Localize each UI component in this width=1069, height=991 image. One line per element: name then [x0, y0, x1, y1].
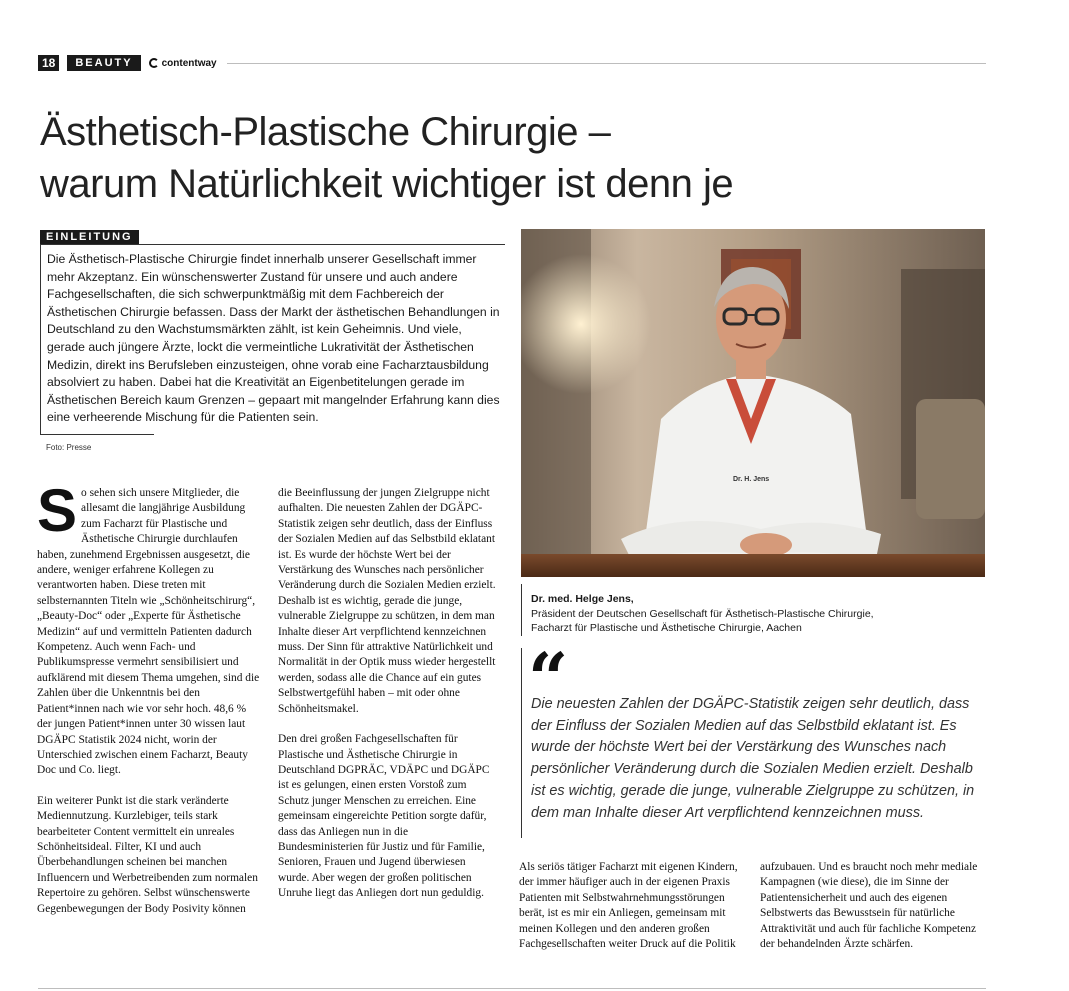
caption-name: Dr. med. Helge Jens, — [531, 593, 634, 605]
paragraph-text: o sehen sich unsere Mitglieder, die allesamt die langjährige Ausbildung zum Facharzt für Plastische und Ästhetische Chirurgie durchlaufen haben, zunehmend Ergebnissen ausgesetzt, die andere, weniger erfahrene Kollegen zu verantworten haben. Diese treten mit selbsternannten Titeln wie „Schönheitschirurg“, „Beauty-Doc“ oder „Experte für Ästhetische Medizin“ auf und vermitteln Patienten dadurch Kompetenz. Auch wenn Fach- und Publikumspresse vermehrt sensibilisiert und aufklärend mit diesem Thema umgehen, sind die Zahlen über die Unkenntnis bei den Patient*innen nach wie vor sehr hoch. 48,6 % der jungen Patient*innen unter 30 wissen laut DGÄPC Statistik 2024 nicht, worin der Unterschied zwischen einem Facharzt, Beauty Doc und Co. liegt. — [37, 487, 260, 777]
caption-rule — [521, 584, 522, 636]
body-column-3 — [519, 860, 747, 952]
body-column-2 — [278, 486, 496, 902]
footer-rule — [38, 988, 986, 989]
caption-line-2: Facharzt für Plastische und Ästhetische Chirurgie, Aachen — [531, 622, 802, 634]
title-line-2: warum Natürlichkeit wichtiger ist denn je — [40, 162, 734, 206]
page-number: 18 — [38, 55, 59, 71]
body-paragraph: die Beeinflussung der jungen Zielgruppe nicht aufhalten. Die neuesten Zahlen der DGÄPC-Statistik zeigen sehr deutlich, dass der Einfluss der Sozialen Medien auf das Selbstbild eklatant ist. Es wurde der höchste Wert bei der Verstärkung des Wunsches nach persönlicher Veränderung durch die Sozialen Medien erzielt. Deshalb ist es wichtig, gerade die junge, vulnerable Zielgruppe zu schützen, in dem man Inhalte dieser Art verpflichtend kennzeichnen muss. Der Sinn für attraktive Natürlichkeit und Normalität in der Optik muss wieder hergestellt werden, sodass alle die Chance auf ein gutes Selbstwertgefühl haben – mit oder ohne Schönheitsmakel. — [278, 487, 496, 715]
body-column-1 — [37, 477, 263, 917]
body-column-4 — [760, 860, 986, 952]
body-paragraph: Den drei großen Fachgesellschaften für Plastische und Ästhetische Chirurgie in Deutschland DGPRÄC, VDÄPC und DGÄPC ist es gelungen, einen ersten Vorstoß zum Schutz junger Menschen zu erreichen. Eine gemeinsam eingereichte Petition sorgte dafür, dass das Anliegen nun in die Bundesministerien für Justiz und für Familie, Senioren, Frauen und Jugend überwiesen wurde. Aber wegen der großen politischen Unruhe liegt das Anliegen dort nun geduldig. — [278, 733, 490, 900]
body-paragraph — [37, 477, 263, 779]
caption-line-1: Präsident der Deutschen Gesellschaft für Ästhetisch-Plastische Chirurgie, — [531, 607, 874, 620]
brand-name: contentway — [161, 57, 217, 69]
section-label: BEAUTY — [67, 55, 140, 71]
drop-cap: S — [37, 477, 78, 544]
quote-mark-icon: “ — [528, 637, 569, 720]
quote-rule — [521, 648, 522, 838]
article-title — [40, 106, 940, 210]
portrait-photo — [521, 229, 985, 577]
body-paragraph: aufzubauen. Und es braucht noch mehr mediale Kampagnen (wie diese), die im Sinne der Patientensicherheit und auch des eigenen Selbstwerts das Bewusstsein für natürliche Attraktivität und auch für fachliche Kompetenz der behandelnden Ärzte schärfen. — [760, 861, 978, 951]
photo-credit: Foto: Presse — [46, 443, 92, 452]
photo-caption — [531, 592, 981, 636]
title-line-1: Ästhetisch-Plastische Chirurgie – — [40, 110, 611, 154]
page-header — [38, 54, 986, 72]
brand-mark-icon — [149, 58, 159, 68]
header-rule — [227, 63, 986, 64]
coat-label: Dr. H. Jens — [733, 476, 770, 483]
pull-quote: Die neuesten Zahlen der DGÄPC-Statistik zeigen sehr deutlich, dass der Einfluss der Sozialen Medien auf das Selbstbild eklatant ist. Es wurde der höchste Wert bei der Verstärkung des Wunsches nach persönlicher Veränderung durch die Sozialen Medien erzielt. Deshalb ist es wichtig, gerade die junge, vulnerable Zielgruppe zu schützen, in dem man Inhalte dieser Art verpflichtend kennzeichnen muss. — [531, 696, 975, 821]
body-paragraph: Als seriös tätiger Facharzt mit eigenen Kindern, der immer häufiger auch in der eigenen Praxis Patienten mit Selbstwahrnehmungsstörungen berät, ist es mir ein Anliegen, gemeinsam mit meinen Kollegen und den anderen großen Fachgesellschaften weiter Druck auf die Politik — [519, 861, 738, 951]
intro-label: EINLEITUNG — [40, 230, 139, 245]
intro-underline — [40, 434, 154, 435]
intro-text: Die Ästhetisch-Plastische Chirurgie findet innerhalb unserer Gesellschaft immer mehr Akzeptanz. Ein wünschenswerter Zustand für unsere und auch andere Fachgesellschaften, die sich schwerpunktmäßig mit dem Fachbereich der Ästhetischen Chirurgie befassen. Dass der Markt der ästhetischen Behandlungen in Deutschland zu den Wachstumsmärkten zählt, ist kein Geheimnis. Und viele, gerade auch jüngere Ärzte, lockt die vermeintliche Lukrativität der Ästhetischen Medizin, direkt ins Berufsleben einzusteigen, ohne vorab eine Facharztausbildung absolviert zu haben. Dabei hat die Kreativität an Eigenbetitelungen gerade im Ästhetischen Bereich kaum Grenzen – gepaart mit mangelnder Erfahrung kann dies eine verheerende Mischung für die Patienten sein. — [47, 252, 500, 425]
body-paragraph: Ein weiterer Punkt ist die stark veränderte Mediennutzung. Kurzlebiger, teils stark bearbeiteter Content vermittelt ein unreales Schönheitsideal. Filter, KI und auch Überbehandlungen scheinen bei manchen Influencern und Werbetreibenden zum normalen Repertoire zu gehören. Selbst wünschenswerte Gegenbewegungen der Body Posivity können — [37, 794, 258, 915]
brand-logo — [149, 58, 217, 69]
